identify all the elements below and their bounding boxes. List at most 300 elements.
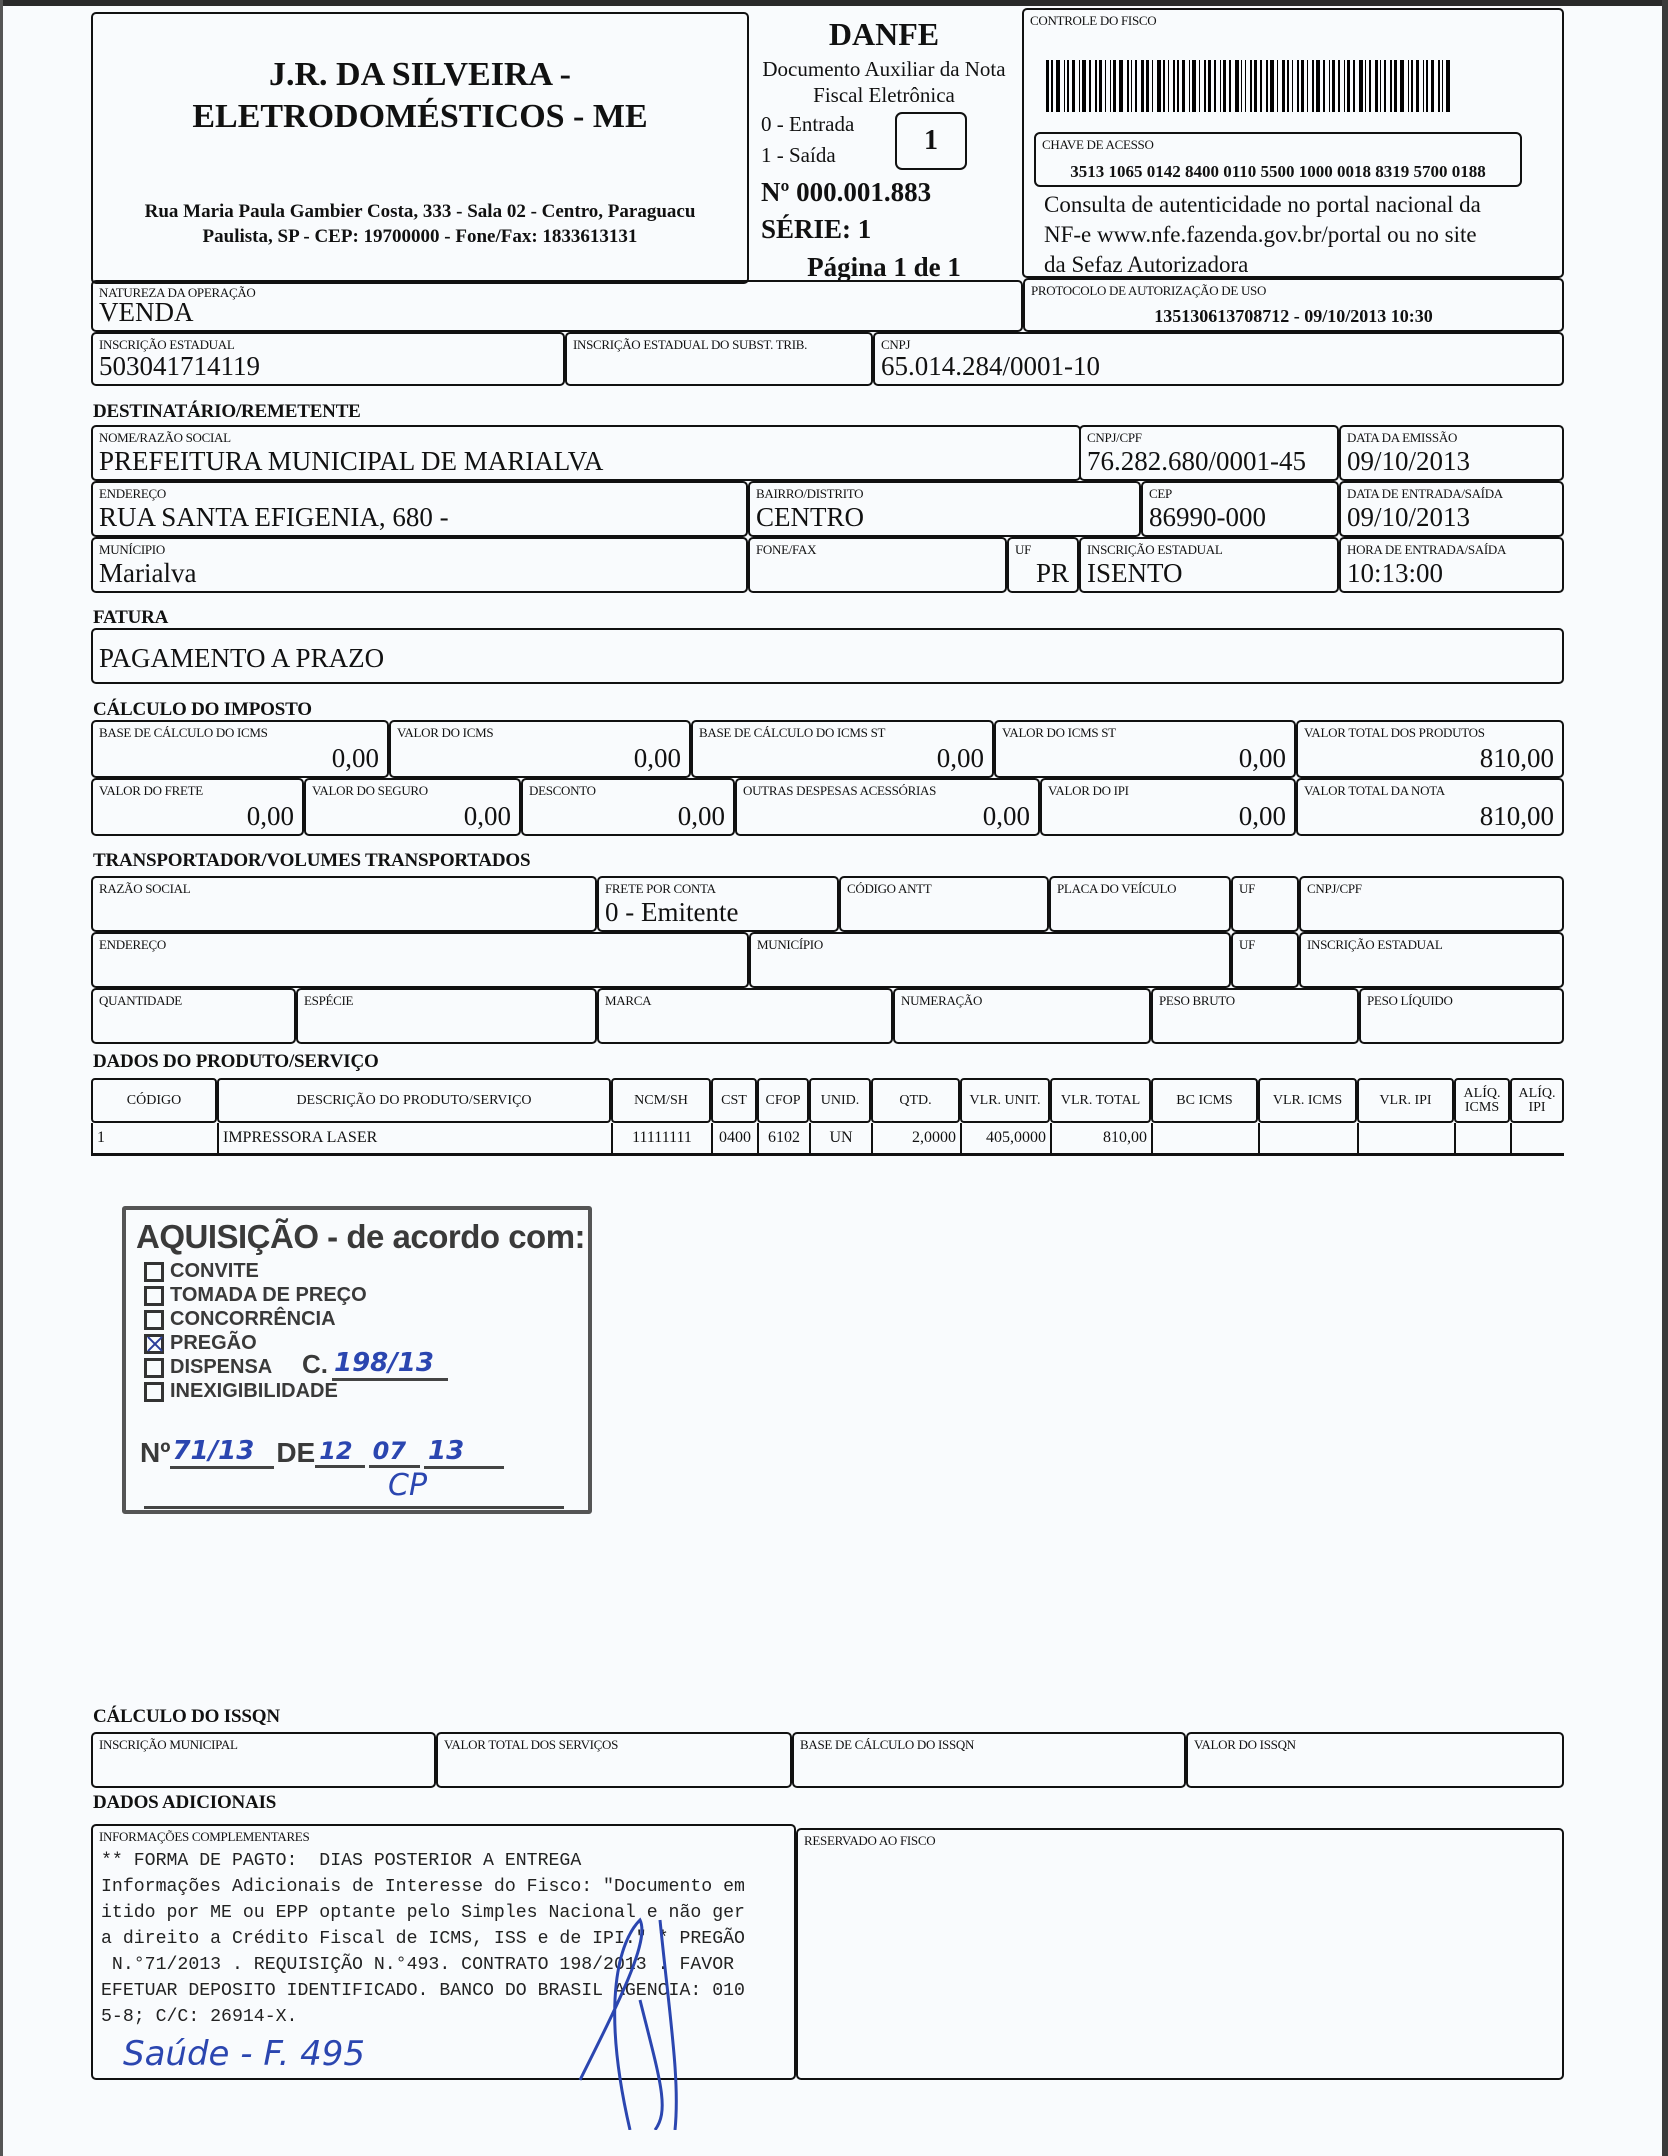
dest-cep-field — [1141, 481, 1339, 537]
dest-cep-value: 86990-000 — [1149, 502, 1266, 532]
table-cell: 1 — [91, 1123, 217, 1153]
column-header: BC ICMS — [1151, 1078, 1258, 1123]
entrada-label: 0 - Entrada — [761, 112, 855, 136]
dest-fone-field — [748, 537, 1007, 593]
page-indicator: Página 1 de 1 — [807, 252, 961, 282]
info-line: itido por ME ou EPP optante pelo Simples Nacional e não ger — [101, 1903, 745, 1923]
barcode-bar — [1135, 60, 1137, 112]
invoice-number: Nº 000.001.883 — [761, 177, 932, 207]
signature-line — [144, 1506, 564, 1509]
issqn-field — [792, 1732, 1186, 1788]
contract-field — [302, 1348, 448, 1381]
imposto-field — [735, 778, 1040, 836]
controle-fisco-block — [1022, 8, 1564, 278]
emitente-address-line1: Rua Maria Paula Gambier Costa, 333 - Sala 02 - Centro, Paraguacu — [144, 201, 696, 222]
date-day-handwritten: 12 — [315, 1437, 364, 1468]
reservado-fisco-field — [796, 1828, 1564, 2080]
inscricao-estadual-field — [91, 332, 565, 386]
stamp-option-label: CONCORRÊNCIA — [170, 1308, 336, 1330]
imposto-field-value: 810,00 — [1479, 801, 1554, 831]
transportador-field-label: ENDEREÇO — [99, 937, 166, 952]
dest-uf-field — [1007, 537, 1079, 593]
dest-ie-label: INSCRIÇÃO ESTADUAL — [1087, 542, 1223, 557]
consulta-line3: da Sefaz Autorizadora — [1044, 252, 1249, 277]
danfe-title: DANFE — [828, 16, 940, 52]
dest-nome-value: PREFEITURA MUNICIPAL DE MARIALVA — [99, 446, 604, 476]
transportador-field-label: NUMERAÇÃO — [901, 993, 983, 1008]
transportador-field-label: MUNICÍPIO — [757, 937, 823, 952]
barcode-bar — [1119, 60, 1123, 112]
column-header: VLR. IPI — [1357, 1078, 1454, 1123]
barcode-bar — [1141, 60, 1144, 112]
dest-hora-field — [1339, 537, 1564, 593]
barcode-bar — [1270, 60, 1274, 112]
barcode-bar — [1067, 60, 1069, 112]
dest-bairro-field — [748, 481, 1141, 537]
barcode-bar — [1347, 60, 1350, 112]
info-line: ** FORMA DE PAGTO: DIAS POSTERIOR A ENTREGA — [101, 1851, 582, 1871]
transportador-field-label: INSCRIÇÃO ESTADUAL — [1307, 937, 1443, 952]
barcode-bar — [1400, 60, 1404, 112]
ie-label: INSCRIÇÃO ESTADUAL — [99, 337, 235, 352]
barcode-bar — [1446, 60, 1450, 112]
protocolo-value: 135130613708712 - 09/10/2013 10:30 — [1154, 306, 1433, 326]
emitente-name-line1: J.R. DA SILVEIRA - — [269, 56, 571, 93]
scan-edge-right — [1662, 0, 1668, 2156]
barcode-icon — [1046, 60, 1528, 112]
ie-subst-label: INSCRIÇÃO ESTADUAL DO SUBST. TRIB. — [573, 337, 808, 352]
column-header: VLR. TOTAL — [1050, 1078, 1151, 1123]
stamp-option — [144, 1308, 336, 1331]
barcode-bar — [1254, 60, 1257, 112]
checkbox-icon — [144, 1382, 164, 1402]
cnpj-field — [873, 332, 1564, 386]
dest-hora-label: HORA DE ENTRADA/SAÍDA — [1347, 542, 1507, 557]
barcode-bar — [1056, 60, 1060, 112]
aquisicao-stamp — [122, 1206, 592, 1514]
dest-uf-value: PR — [1035, 558, 1069, 588]
info-line: a direito a Crédito Fiscal de ICMS, ISS e de IPI." * PREGÃO — [101, 1929, 745, 1949]
chave-acesso-value: 3513 1065 0142 8400 0110 5500 1000 0018 8319 5700 0188 — [1070, 162, 1486, 181]
table-cell: 2,0000 — [871, 1123, 960, 1153]
transportador-field-value: 0 - Emitente — [605, 897, 739, 927]
protocolo-field — [1023, 278, 1564, 332]
transportador-field — [91, 932, 749, 988]
barcode-bar — [1426, 60, 1428, 112]
ie-subst-field — [565, 332, 873, 386]
transportador-section-title: TRANSPORTADOR/VOLUMES TRANSPORTADOS — [93, 850, 531, 871]
stamp-number-date — [140, 1436, 504, 1469]
checkbox-icon — [144, 1286, 164, 1306]
barcode-bar — [1266, 60, 1268, 112]
consulta-line2[interactable]: NF-e www.nfe.fazenda.gov.br/portal ou no site — [1044, 222, 1477, 247]
barcode-bar — [1384, 60, 1386, 112]
barcode-bar — [1214, 60, 1216, 112]
consulta-line1: Consulta de autenticidade no portal nacional da — [1044, 192, 1481, 217]
barcode-bar — [1394, 60, 1397, 112]
dest-cnpj-value: 76.282.680/0001-45 — [1087, 446, 1306, 476]
dest-endereco-field — [91, 481, 748, 537]
transportador-field — [749, 932, 1231, 988]
table-cell: 6102 — [757, 1123, 809, 1153]
column-header: VLR. UNIT. — [960, 1078, 1050, 1123]
reservado-fisco-label: RESERVADO AO FISCO — [804, 1833, 936, 1848]
checkbox-checked-icon — [144, 1334, 164, 1354]
barcode-bar — [1051, 60, 1053, 112]
date-month-handwritten: 07 — [369, 1437, 420, 1468]
stamp-option — [144, 1260, 259, 1283]
barcode-bar — [1182, 60, 1185, 112]
column-header: UNID. — [809, 1078, 871, 1123]
info-line: EFETUAR DEPOSITO IDENTIFICADO. BANCO DO BRASIL AGENCIA: 010 — [101, 1981, 745, 2001]
checkbox-icon — [144, 1262, 164, 1282]
barcode-bar — [1168, 60, 1169, 112]
signature-scribble — [560, 1880, 690, 2130]
imposto-field — [91, 778, 304, 836]
table-cell: IMPRESSORA LASER — [217, 1123, 611, 1153]
transportador-field-label: UF — [1239, 937, 1256, 952]
barcode-bar — [1292, 60, 1293, 112]
barcode-bar — [1307, 60, 1308, 112]
issqn-field-label: BASE DE CÁLCULO DO ISSQN — [800, 1737, 975, 1752]
transportador-field-label: PESO LÍQUIDO — [1367, 993, 1453, 1008]
imposto-field-value: 0,00 — [936, 743, 984, 773]
dest-entrada-saida-label: DATA DE ENTRADA/SAÍDA — [1347, 486, 1503, 501]
transportador-field-label: MARCA — [605, 993, 652, 1008]
barcode-bar — [1152, 60, 1153, 112]
imposto-field — [389, 720, 691, 778]
produtos-section-title: DADOS DO PRODUTO/SERVIÇO — [93, 1051, 379, 1072]
barcode-bar — [1223, 60, 1226, 112]
transportador-field — [839, 876, 1049, 932]
column-header: CST — [711, 1078, 757, 1123]
transportador-field — [1299, 876, 1564, 932]
transportador-field-label: ESPÉCIE — [304, 993, 354, 1008]
imposto-field-label: VALOR DO ICMS — [397, 725, 494, 740]
issqn-field — [91, 1732, 436, 1788]
info-line: 5-8; C/C: 26914-X. — [101, 2007, 298, 2027]
chave-acesso-box — [1034, 132, 1522, 187]
info-line: Informações Adicionais de Interesse do Fisco: "Documento em — [101, 1877, 745, 1897]
stamp-option — [144, 1356, 272, 1379]
column-header: ALÍQ. IPI — [1510, 1078, 1564, 1123]
barcode-bar — [1329, 60, 1330, 112]
dest-cnpj-field — [1079, 425, 1339, 481]
stamp-option — [144, 1284, 367, 1307]
info-complementares-label: INFORMAÇÕES COMPLEMENTARES — [99, 1829, 310, 1844]
transportador-field — [91, 988, 296, 1044]
emitente-block — [91, 12, 749, 284]
barcode-bar — [1411, 60, 1413, 112]
de-label: DE — [276, 1436, 316, 1468]
imposto-field-value: 0,00 — [677, 801, 725, 831]
stamp-option-label: DISPENSA — [170, 1356, 273, 1378]
natureza-label: NATUREZA DA OPERAÇÃO — [99, 285, 256, 300]
dest-entrada-saida-value: 09/10/2013 — [1347, 502, 1471, 532]
danfe-subtitle-line1: Documento Auxiliar da Nota — [762, 57, 1006, 81]
issqn-field — [1186, 1732, 1564, 1788]
transportador-field — [1299, 932, 1564, 988]
barcode-bar — [1072, 60, 1075, 112]
transportador-field — [1049, 876, 1231, 932]
imposto-field-label: VALOR TOTAL DA NOTA — [1304, 783, 1445, 798]
transportador-field-label: PLACA DO VEÍCULO — [1057, 881, 1177, 896]
transportador-field — [1231, 932, 1299, 988]
imposto-field-value: 0,00 — [1238, 801, 1286, 831]
imposto-section-title: CÁLCULO DO IMPOSTO — [93, 699, 312, 720]
barcode-bar — [1431, 60, 1434, 112]
table-cell: 810,00 — [1050, 1123, 1151, 1153]
column-header: NCM/SH — [611, 1078, 711, 1123]
barcode-bar — [1316, 60, 1320, 112]
imposto-field — [1296, 778, 1564, 836]
emitente-address-line2: Paulista, SP - CEP: 19700000 - Fone/Fax: 1833613131 — [202, 226, 638, 247]
imposto-field-label: VALOR DO IPI — [1048, 783, 1129, 798]
column-header: CÓDIGO — [91, 1078, 217, 1123]
dest-hora-value: 10:13:00 — [1347, 558, 1444, 588]
barcode-bar — [1235, 60, 1239, 112]
date-year-handwritten: 13 — [424, 1436, 504, 1469]
transportador-field-label: UF — [1239, 881, 1256, 896]
barcode-bar — [1245, 60, 1246, 112]
dest-entrada-saida-field — [1339, 481, 1564, 537]
protocolo-label: PROTOCOLO DE AUTORIZAÇÃO DE USO — [1031, 283, 1267, 298]
barcode-bar — [1332, 60, 1335, 112]
cnpj-value: 65.014.284/0001-10 — [881, 351, 1100, 381]
dest-bairro-label: BAIRRO/DISTRITO — [756, 486, 864, 501]
stamp-title: AQUISIÇÃO - de acordo com: — [136, 1218, 586, 1255]
barcode-bar — [1442, 60, 1443, 112]
imposto-field-label: VALOR DO FRETE — [99, 783, 203, 798]
dest-emissao-value: 09/10/2013 — [1347, 446, 1471, 476]
table-cell — [1151, 1123, 1258, 1153]
barcode-bar — [1408, 60, 1409, 112]
destinatario-section-title: DESTINATÁRIO/REMETENTE — [93, 401, 361, 422]
imposto-field — [1296, 720, 1564, 778]
dest-endereco-value: RUA SANTA EFIGENIA, 680 - — [99, 502, 449, 532]
emitente-name-line2: ELETRODOMÉSTICOS - ME — [192, 98, 648, 135]
column-header: ALÍQ. ICMS — [1454, 1078, 1510, 1123]
imposto-field-label: OUTRAS DESPESAS ACESSÓRIAS — [743, 783, 937, 798]
dest-municipio-value: Marialva — [99, 558, 197, 588]
table-row-divider — [91, 1153, 1564, 1156]
imposto-field — [521, 778, 735, 836]
checkbox-icon — [144, 1358, 164, 1378]
column-header: DESCRIÇÃO DO PRODUTO/SERVIÇO — [217, 1078, 611, 1123]
controle-fisco-label: CONTROLE DO FISCO — [1030, 13, 1157, 28]
transportador-field — [296, 988, 597, 1044]
imposto-field-value: 0,00 — [633, 743, 681, 773]
imposto-field-label: BASE DE CÁLCULO DO ICMS — [99, 725, 268, 740]
barcode-bar — [1390, 60, 1392, 112]
dest-municipio-field — [91, 537, 748, 593]
transportador-field — [1231, 876, 1299, 932]
barcode-bar — [1229, 60, 1231, 112]
num-prefix: Nº — [140, 1436, 171, 1468]
saida-label: 1 - Saída — [761, 143, 836, 167]
imposto-field-label: VALOR DO ICMS ST — [1002, 725, 1116, 740]
imposto-field — [304, 778, 521, 836]
table-cell — [1357, 1123, 1454, 1153]
stamp-option — [144, 1332, 257, 1355]
scan-edge-left — [0, 0, 3, 2156]
barcode-bar — [1241, 60, 1242, 112]
chave-acesso-label: CHAVE DE ACESSO — [1042, 137, 1154, 152]
barcode-bar — [1189, 60, 1190, 112]
barcode-bar — [1208, 60, 1211, 112]
barcode-bar — [1287, 60, 1289, 112]
barcode-bar — [1082, 60, 1086, 112]
barcode-bar — [1220, 60, 1221, 112]
imposto-field — [994, 720, 1296, 778]
barcode-bar — [1163, 60, 1165, 112]
transportador-field-label: CÓDIGO ANTT — [847, 881, 932, 896]
imposto-field-label: DESCONTO — [529, 783, 596, 798]
natureza-operacao-field — [91, 280, 1023, 332]
cnpj-label: CNPJ — [881, 337, 911, 352]
table-cell — [1510, 1123, 1564, 1153]
barcode-bar — [1301, 60, 1304, 112]
fatura-field — [91, 628, 1564, 684]
transportador-field — [597, 988, 893, 1044]
barcode-bar — [1312, 60, 1314, 112]
checkbox-icon — [144, 1310, 164, 1330]
table-cell: 11111111 — [611, 1123, 711, 1153]
dest-cnpj-label: CNPJ/CPF — [1087, 430, 1142, 445]
imposto-field-label: BASE DE CÁLCULO DO ICMS ST — [699, 725, 886, 740]
natureza-value: VENDA — [99, 297, 194, 327]
barcode-bar — [1277, 60, 1278, 112]
barcode-bar — [1113, 60, 1116, 112]
transportador-field-label: FRETE POR CONTA — [605, 881, 716, 896]
barcode-bar — [1359, 60, 1363, 112]
imposto-field-value: 0,00 — [246, 801, 294, 831]
table-cell: 405,0000 — [960, 1123, 1050, 1153]
dest-emissao-label: DATA DA EMISSÃO — [1347, 430, 1458, 445]
info-line: N.°71/2013 . REQUISIÇÃO N.°493. CONTRATO 198/2013 . FAVOR — [101, 1955, 735, 1975]
consulta-autenticidade — [1044, 190, 1481, 280]
barcode-bar — [1423, 60, 1424, 112]
informacoes-complementares-field — [91, 1824, 796, 2080]
transportador-field — [1151, 988, 1359, 1044]
imposto-field-value: 0,00 — [331, 743, 379, 773]
dest-nome-label: NOME/RAZÃO SOCIAL — [99, 430, 231, 445]
dest-uf-label: UF — [1015, 542, 1032, 557]
transportador-field-label: QUANTIDADE — [99, 993, 182, 1008]
transportador-field — [1359, 988, 1564, 1044]
transportador-field-label: CNPJ/CPF — [1307, 881, 1362, 896]
issqn-field-label: INSCRIÇÃO MUNICIPAL — [99, 1737, 238, 1752]
fatura-section-title: FATURA — [93, 607, 169, 628]
column-header: VLR. ICMS — [1258, 1078, 1357, 1123]
danfe-block — [749, 12, 1019, 284]
barcode-bar — [1282, 60, 1285, 112]
barcode-bar — [1046, 60, 1049, 112]
emitente-name — [93, 54, 747, 138]
imposto-field — [1040, 778, 1296, 836]
dest-municipio-label: MUNÍCIPIO — [99, 542, 165, 557]
barcode-bar — [1127, 60, 1129, 112]
barcode-bar — [1204, 60, 1206, 112]
contract-prefix: C. — [302, 1349, 328, 1379]
column-header: QTD. — [871, 1078, 960, 1123]
issqn-field-label: VALOR DO ISSQN — [1194, 1737, 1296, 1752]
danfe-subtitle-line2: Fiscal Eletrônica — [813, 83, 955, 107]
fatura-value: PAGAMENTO A PRAZO — [99, 643, 385, 673]
stamp-option — [144, 1380, 338, 1403]
emitente-address — [93, 199, 747, 249]
transportador-field-label: RAZÃO SOCIAL — [99, 881, 191, 896]
barcode-bar — [1089, 60, 1091, 112]
table-cell — [1258, 1123, 1357, 1153]
table-cell — [1454, 1123, 1510, 1153]
dest-bairro-value: CENTRO — [756, 502, 864, 532]
issqn-section-title: CÁLCULO DO ISSQN — [93, 1706, 280, 1727]
barcode-bar — [1380, 60, 1381, 112]
imposto-field-label: VALOR DO SEGURO — [312, 783, 428, 798]
transportador-field — [597, 876, 839, 932]
issqn-field — [436, 1732, 792, 1788]
barcode-bar — [1064, 60, 1065, 112]
transportador-field — [91, 876, 597, 932]
barcode-bar — [1250, 60, 1252, 112]
transportador-field-label: PESO BRUTO — [1159, 993, 1235, 1008]
barcode-bar — [1375, 60, 1378, 112]
initials-handwritten: CP — [388, 1468, 428, 1503]
barcode-bar — [1192, 60, 1196, 112]
dest-cep-label: CEP — [1149, 486, 1172, 501]
stamp-option-label: TOMADA DE PREÇO — [170, 1284, 367, 1306]
barcode-bar — [1416, 60, 1419, 112]
barcode-bar — [1110, 60, 1111, 112]
dest-ie-value: ISENTO — [1087, 558, 1183, 588]
barcode-bar — [1338, 60, 1340, 112]
handwritten-note: Saúde - F. 495 — [123, 2034, 366, 2074]
stamp-option-label: PREGÃO — [170, 1332, 257, 1354]
adicionais-section-title: DADOS ADICIONAIS — [93, 1792, 277, 1813]
operation-type-box: 1 — [895, 112, 967, 170]
table-cell: 0400 — [711, 1123, 757, 1153]
barcode-bar — [1079, 60, 1080, 112]
barcode-bar — [1365, 60, 1366, 112]
imposto-field-label: VALOR TOTAL DOS PRODUTOS — [1304, 725, 1485, 740]
barcode-bar — [1131, 60, 1132, 112]
num-handwritten: 71/13 — [170, 1436, 274, 1469]
barcode-bar — [1297, 60, 1299, 112]
imposto-field — [691, 720, 994, 778]
column-header: CFOP — [757, 1078, 809, 1123]
dest-ie-field — [1079, 537, 1339, 593]
imposto-field-value: 810,00 — [1479, 743, 1554, 773]
dest-emissao-field — [1339, 425, 1564, 481]
barcode-bar — [1146, 60, 1149, 112]
dest-fone-label: FONE/FAX — [756, 542, 817, 557]
table-cell: UN — [809, 1123, 871, 1153]
barcode-bar — [1260, 60, 1262, 112]
barcode-bar — [1095, 60, 1097, 112]
issqn-field-label: VALOR TOTAL DOS SERVIÇOS — [444, 1737, 619, 1752]
barcode-bar — [1323, 60, 1325, 112]
barcode-bar — [1173, 60, 1175, 112]
dest-endereco-label: ENDEREÇO — [99, 486, 166, 501]
barcode-bar — [1344, 60, 1345, 112]
scan-edge-top — [0, 0, 1668, 6]
dest-nome-field — [91, 425, 1081, 481]
barcode-bar — [1105, 60, 1106, 112]
imposto-field-value: 0,00 — [1238, 743, 1286, 773]
barcode-bar — [1199, 60, 1200, 112]
imposto-field — [91, 720, 389, 778]
